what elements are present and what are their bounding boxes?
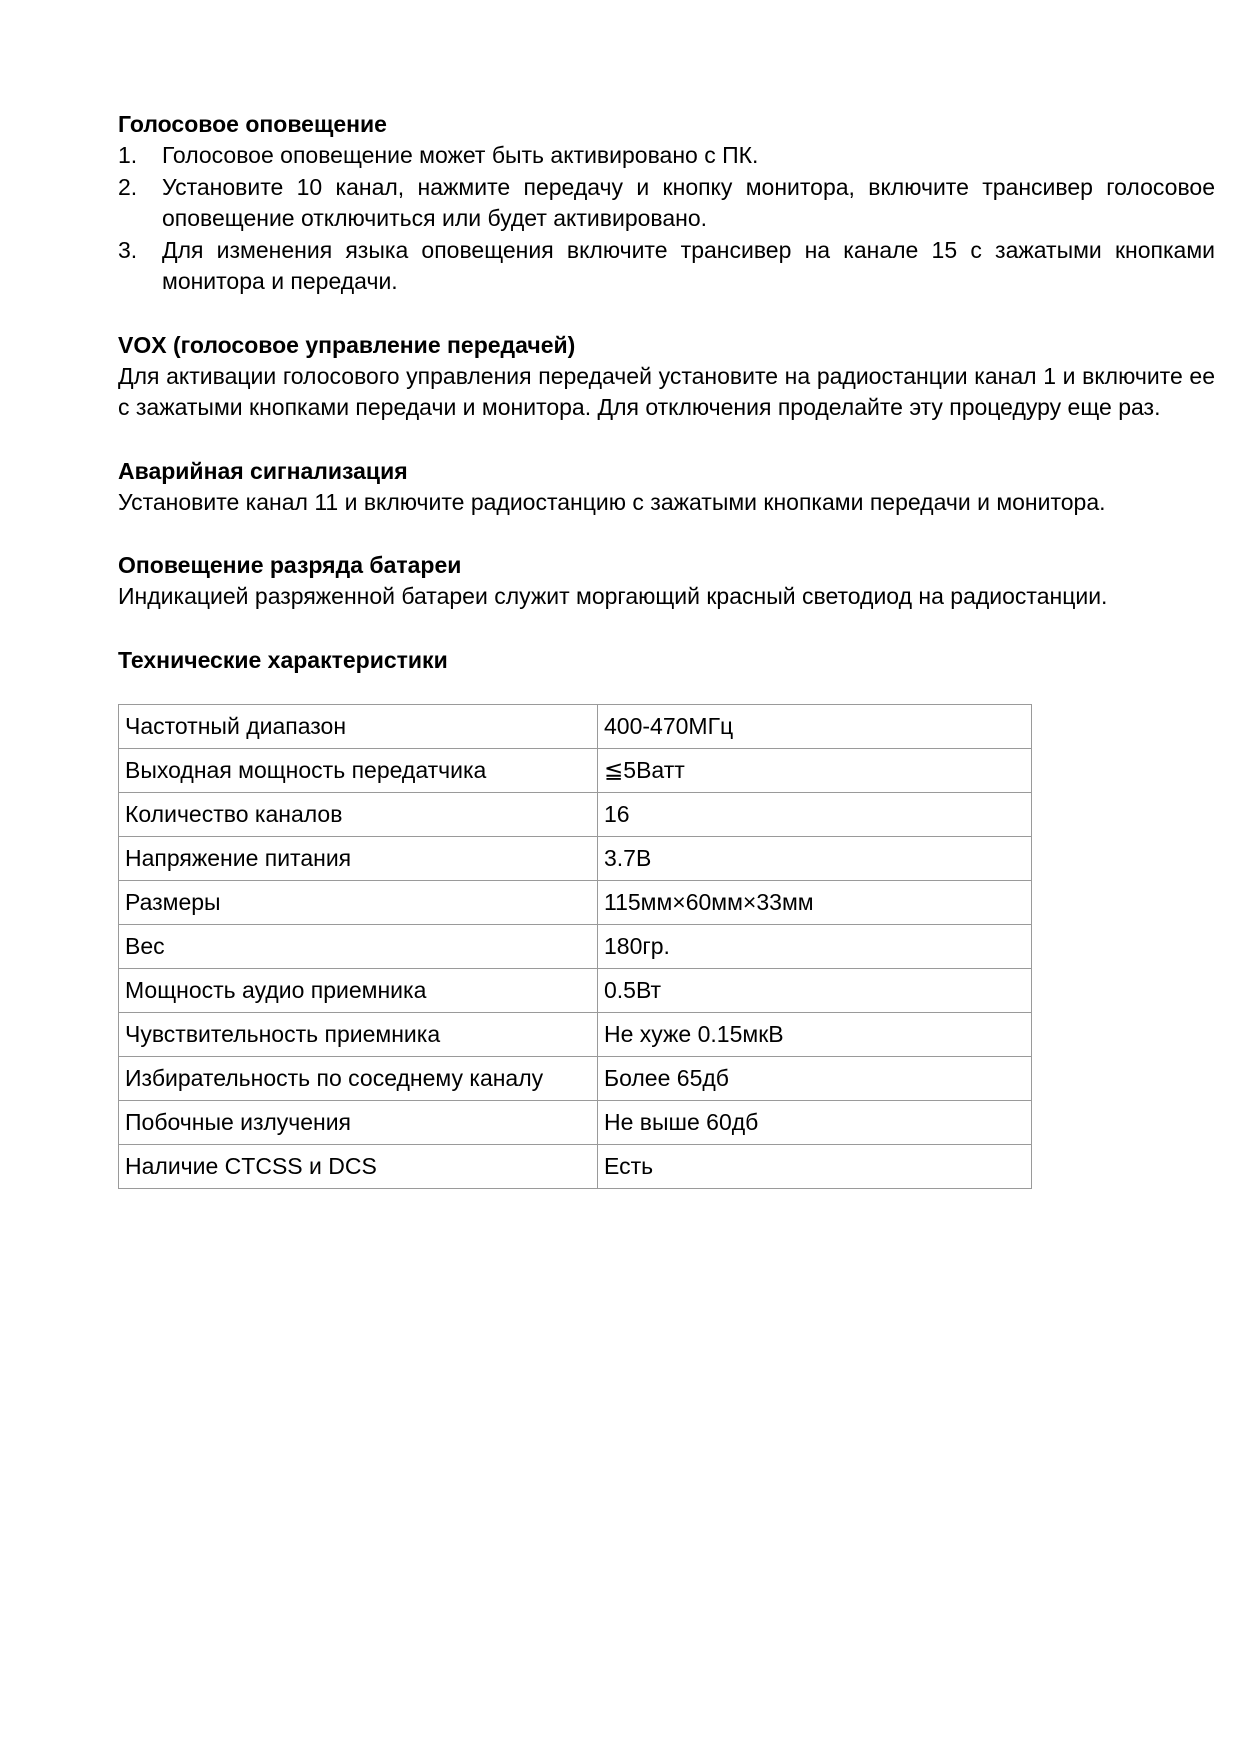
table-row [119,748,1032,792]
spec-value-cell: ≦5Ватт [598,748,1032,792]
alarm-paragraph: Установите канал 11 и включите радиостанцию с зажатыми кнопками передачи и монитора. [118,488,1106,515]
table-row [119,792,1032,836]
step-text: Голосовое оповещение может быть активировано с ПК. [162,142,759,168]
alarm-section [118,455,1215,519]
battery-heading: Оповещение разряда батареи [118,552,462,578]
spec-value-cell: 3.7В [598,836,1032,880]
voice-step [118,140,1215,172]
step-number: 2. [118,173,138,200]
table-row [119,880,1032,924]
spec-parameter-cell: Побочные излучения [119,1100,598,1144]
spec-value-cell: 180гр. [598,924,1032,968]
specs-table-body [119,704,1032,1188]
table-row [119,1100,1032,1144]
voice-section [118,108,1215,298]
step-text: Для изменения языка оповещения включите трансивер на канале 15 с зажатыми кнопками монитора и передачи. [162,236,1215,294]
table-row [119,1144,1032,1188]
spec-parameter-cell: Чувствительность приемника [119,1012,598,1056]
spec-parameter-cell: Выходная мощность передатчика [119,748,598,792]
spec-parameter-cell: Мощность аудио приемника [119,968,598,1012]
spec-parameter-cell: Напряжение питания [119,836,598,880]
specs-heading: Технические характеристики [118,646,448,673]
spec-value-cell: Более 65дб [598,1056,1032,1100]
spec-parameter-cell: Вес [119,924,598,968]
table-row [119,968,1032,1012]
spec-value-cell: Не выше 60дб [598,1100,1032,1144]
specs-section [118,644,1215,1189]
spec-parameter-cell: Частотный диапазон [119,704,598,748]
voice-step [118,235,1215,298]
spec-value-cell: Есть [598,1144,1032,1188]
table-row [119,704,1032,748]
vox-paragraph: Для активации голосового управления передачей установите на радиостанции канал 1 и включите ее с зажатыми кнопками передачи и монитора. Для отключения проделайте эту процедуру еще раз. [118,362,1215,420]
spec-parameter-cell: Количество каналов [119,792,598,836]
battery-paragraph: Индикацией разряженной батареи служит моргающий красный светодиод на радиостанции. [118,583,1108,609]
table-row [119,836,1032,880]
spec-value-cell: 400-470МГц [598,704,1032,748]
voice-steps-list [118,140,1215,298]
alarm-heading: Аварийная сигнализация [118,457,408,484]
specs-table [118,704,1032,1189]
spec-value-cell: Не хуже 0.15мкВ [598,1012,1032,1056]
step-number: 1. [118,142,138,168]
battery-section [118,549,1215,613]
step-number: 3. [118,236,138,263]
voice-heading: Голосовое оповещение [118,111,387,137]
spec-parameter-cell: Размеры [119,880,598,924]
table-row [119,1056,1032,1100]
spec-parameter-cell: Наличие CTCSS и DCS [119,1144,598,1188]
spec-value-cell: 16 [598,792,1032,836]
spec-value-cell: 0.5Вт [598,968,1032,1012]
voice-step [118,172,1215,235]
vox-heading: VOX (голосовое управление передачей) [118,331,576,358]
step-text: Установите 10 канал, нажмите передачу и кнопку монитора, включите трансивер голосовое оповещение отключиться или будет активировано. [162,173,1215,231]
table-row [119,924,1032,968]
vox-section [118,329,1215,424]
table-row [119,1012,1032,1056]
spec-parameter-cell: Избирательность по соседнему каналу [119,1056,598,1100]
document-page [118,108,1215,1189]
spec-value-cell: 115мм×60мм×33мм [598,880,1032,924]
